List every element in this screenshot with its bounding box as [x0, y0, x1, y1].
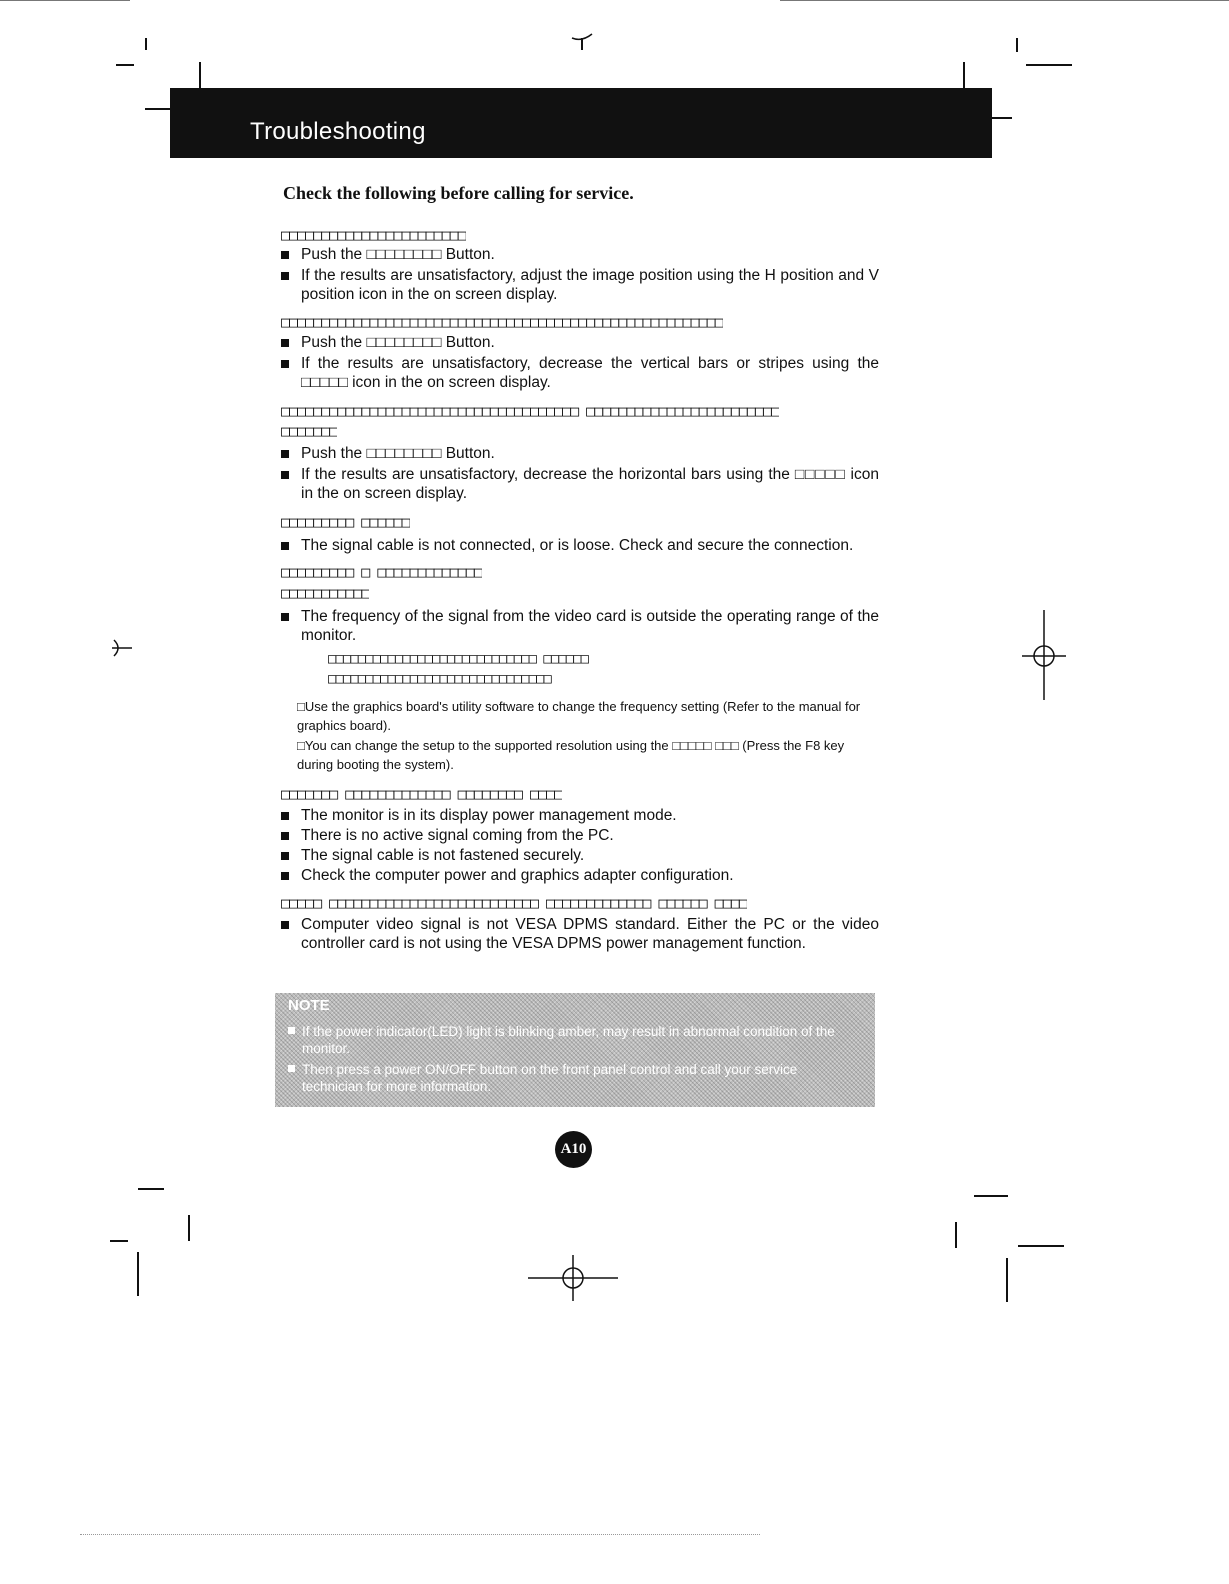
registration-mark-icon: [110, 636, 134, 660]
sub-item: □Use the graphics board's utility software to change the frequency setting (Refer to the manual for graphics board).: [297, 699, 861, 733]
list-item: Push the □□□□□□□□ Button.: [281, 333, 879, 352]
bullet-icon: [281, 450, 289, 458]
crop-mark: [1006, 1258, 1008, 1302]
section-heading-continued: □□□□□□□□□□□: [281, 584, 370, 602]
bullet-icon: [281, 360, 289, 368]
list-item: The signal cable is not fastened securely.: [281, 846, 879, 865]
crop-mark: [199, 62, 201, 88]
list-item: Check the computer power and graphics adapter configuration.: [281, 866, 879, 885]
section-heading: □□□□□ □□□□□□□□□□□□□□□□□□□□□□□□□□ □□□□□□□□□□□□□ □□□□□□ □□□□: [281, 894, 747, 912]
section-heading: □□□□□□□ □□□□□□□□□□□□□ □□□□□□□□ □□□□: [281, 785, 563, 803]
registration-mark-icon: [570, 30, 594, 52]
bullet-icon: [288, 1027, 295, 1034]
note-title: NOTE: [288, 997, 330, 1014]
list-item: Push the □□□□□□□□ Button.: [281, 245, 879, 264]
list-item: The signal cable is not connected, or is loose. Check and secure the connection.: [281, 536, 879, 555]
bullet-icon: [281, 921, 289, 929]
crop-mark: [138, 1188, 164, 1190]
section-heading: □□□□□□□□□ □□□□□□: [281, 513, 410, 531]
bullet-icon: [281, 832, 289, 840]
bullet-icon: [281, 339, 289, 347]
note-box: [275, 993, 875, 1107]
note-item: If the power indicator(LED) light is blinking amber, may result in abnormal condition of the monitor.: [288, 1023, 860, 1057]
crop-mark: [1018, 1245, 1064, 1247]
bullet-icon: [288, 1065, 295, 1072]
crosshair-icon: [528, 1255, 618, 1301]
crop-mark: [137, 1252, 139, 1296]
crop-mark: [974, 1195, 1008, 1197]
section-heading: □□□□□□□□□ □ □□□□□□□□□□□□□: [281, 563, 482, 581]
crop-mark: [1016, 38, 1018, 52]
list-item: The monitor is in its display power management mode.: [281, 806, 879, 825]
list-item: There is no active signal coming from the PC.: [281, 826, 879, 845]
scan-artifact: [80, 1534, 760, 1535]
bullet-icon: [281, 613, 289, 621]
crop-mark: [110, 1240, 128, 1242]
crop-mark: [955, 1222, 957, 1248]
crop-mark: [116, 64, 134, 66]
section-heading: □□□□□□□□□□□□□□□□□□□□□□□□□□□□□□□□□□□□□□□□□□□□□□□□□□□□□□□: [281, 313, 723, 331]
bullet-icon: [281, 272, 289, 280]
note-line: □□□□□□□□□□□□□□□□□□□□□□□□□□□□□□: [328, 671, 551, 687]
crop-line: [780, 0, 1229, 1]
list-item: Computer video signal is not VESA DPMS standard. Either the PC or the video controller card is not using the VESA DPMS power management function.: [281, 915, 879, 953]
crop-line: [0, 0, 130, 1]
crop-mark: [145, 38, 147, 50]
crop-mark: [963, 62, 965, 88]
list-item: If the results are unsatisfactory, decrease the vertical bars or stripes using the □□□□□ icon in the on screen display.: [281, 354, 879, 392]
bullet-icon: [281, 812, 289, 820]
page-title: Troubleshooting: [250, 118, 426, 145]
page-number: A10: [555, 1131, 592, 1168]
section-heading: □□□□□□□□□□□□□□□□□□□□□□□□□□□□□□□□□□□□□ □□□□□□□□□□□□□□□□□□□□□□□□: [281, 402, 779, 420]
list-item: If the results are unsatisfactory, decrease the horizontal bars using the □□□□□ icon in the on screen display.: [281, 465, 879, 503]
section-heading: □□□□□□□□□□□□□□□□□□□□□□□: [281, 226, 466, 244]
bullet-icon: [281, 852, 289, 860]
list-item: Push the □□□□□□□□ Button.: [281, 444, 879, 463]
sub-item: □You can change the setup to the supported resolution using the □□□□□ □□□ (Press the F8 key during booting the system).: [297, 738, 845, 772]
crop-mark: [1026, 64, 1072, 66]
crop-mark: [188, 1215, 190, 1241]
section-heading-continued: □□□□□□□: [281, 422, 338, 440]
list-item: The frequency of the signal from the video card is outside the operating range of the monitor.: [281, 607, 879, 645]
subtitle: Check the following before calling for service.: [283, 183, 634, 203]
crop-mark: [145, 108, 170, 110]
bullet-icon: [281, 251, 289, 259]
bullet-icon: [281, 872, 289, 880]
crop-mark: [992, 117, 1012, 119]
note-item: Then press a power ON/OFF button on the front panel control and call your service technician for more information.: [288, 1061, 860, 1095]
bullet-icon: [281, 471, 289, 479]
crosshair-icon: [1020, 610, 1068, 700]
bullet-icon: [281, 542, 289, 550]
list-item: If the results are unsatisfactory, adjust the image position using the H position and V position icon in the on screen display.: [281, 266, 879, 304]
note-line: □□□□□□□□□□□□□□□□□□□□□□□□□□□□ □□□□□□: [328, 651, 589, 667]
